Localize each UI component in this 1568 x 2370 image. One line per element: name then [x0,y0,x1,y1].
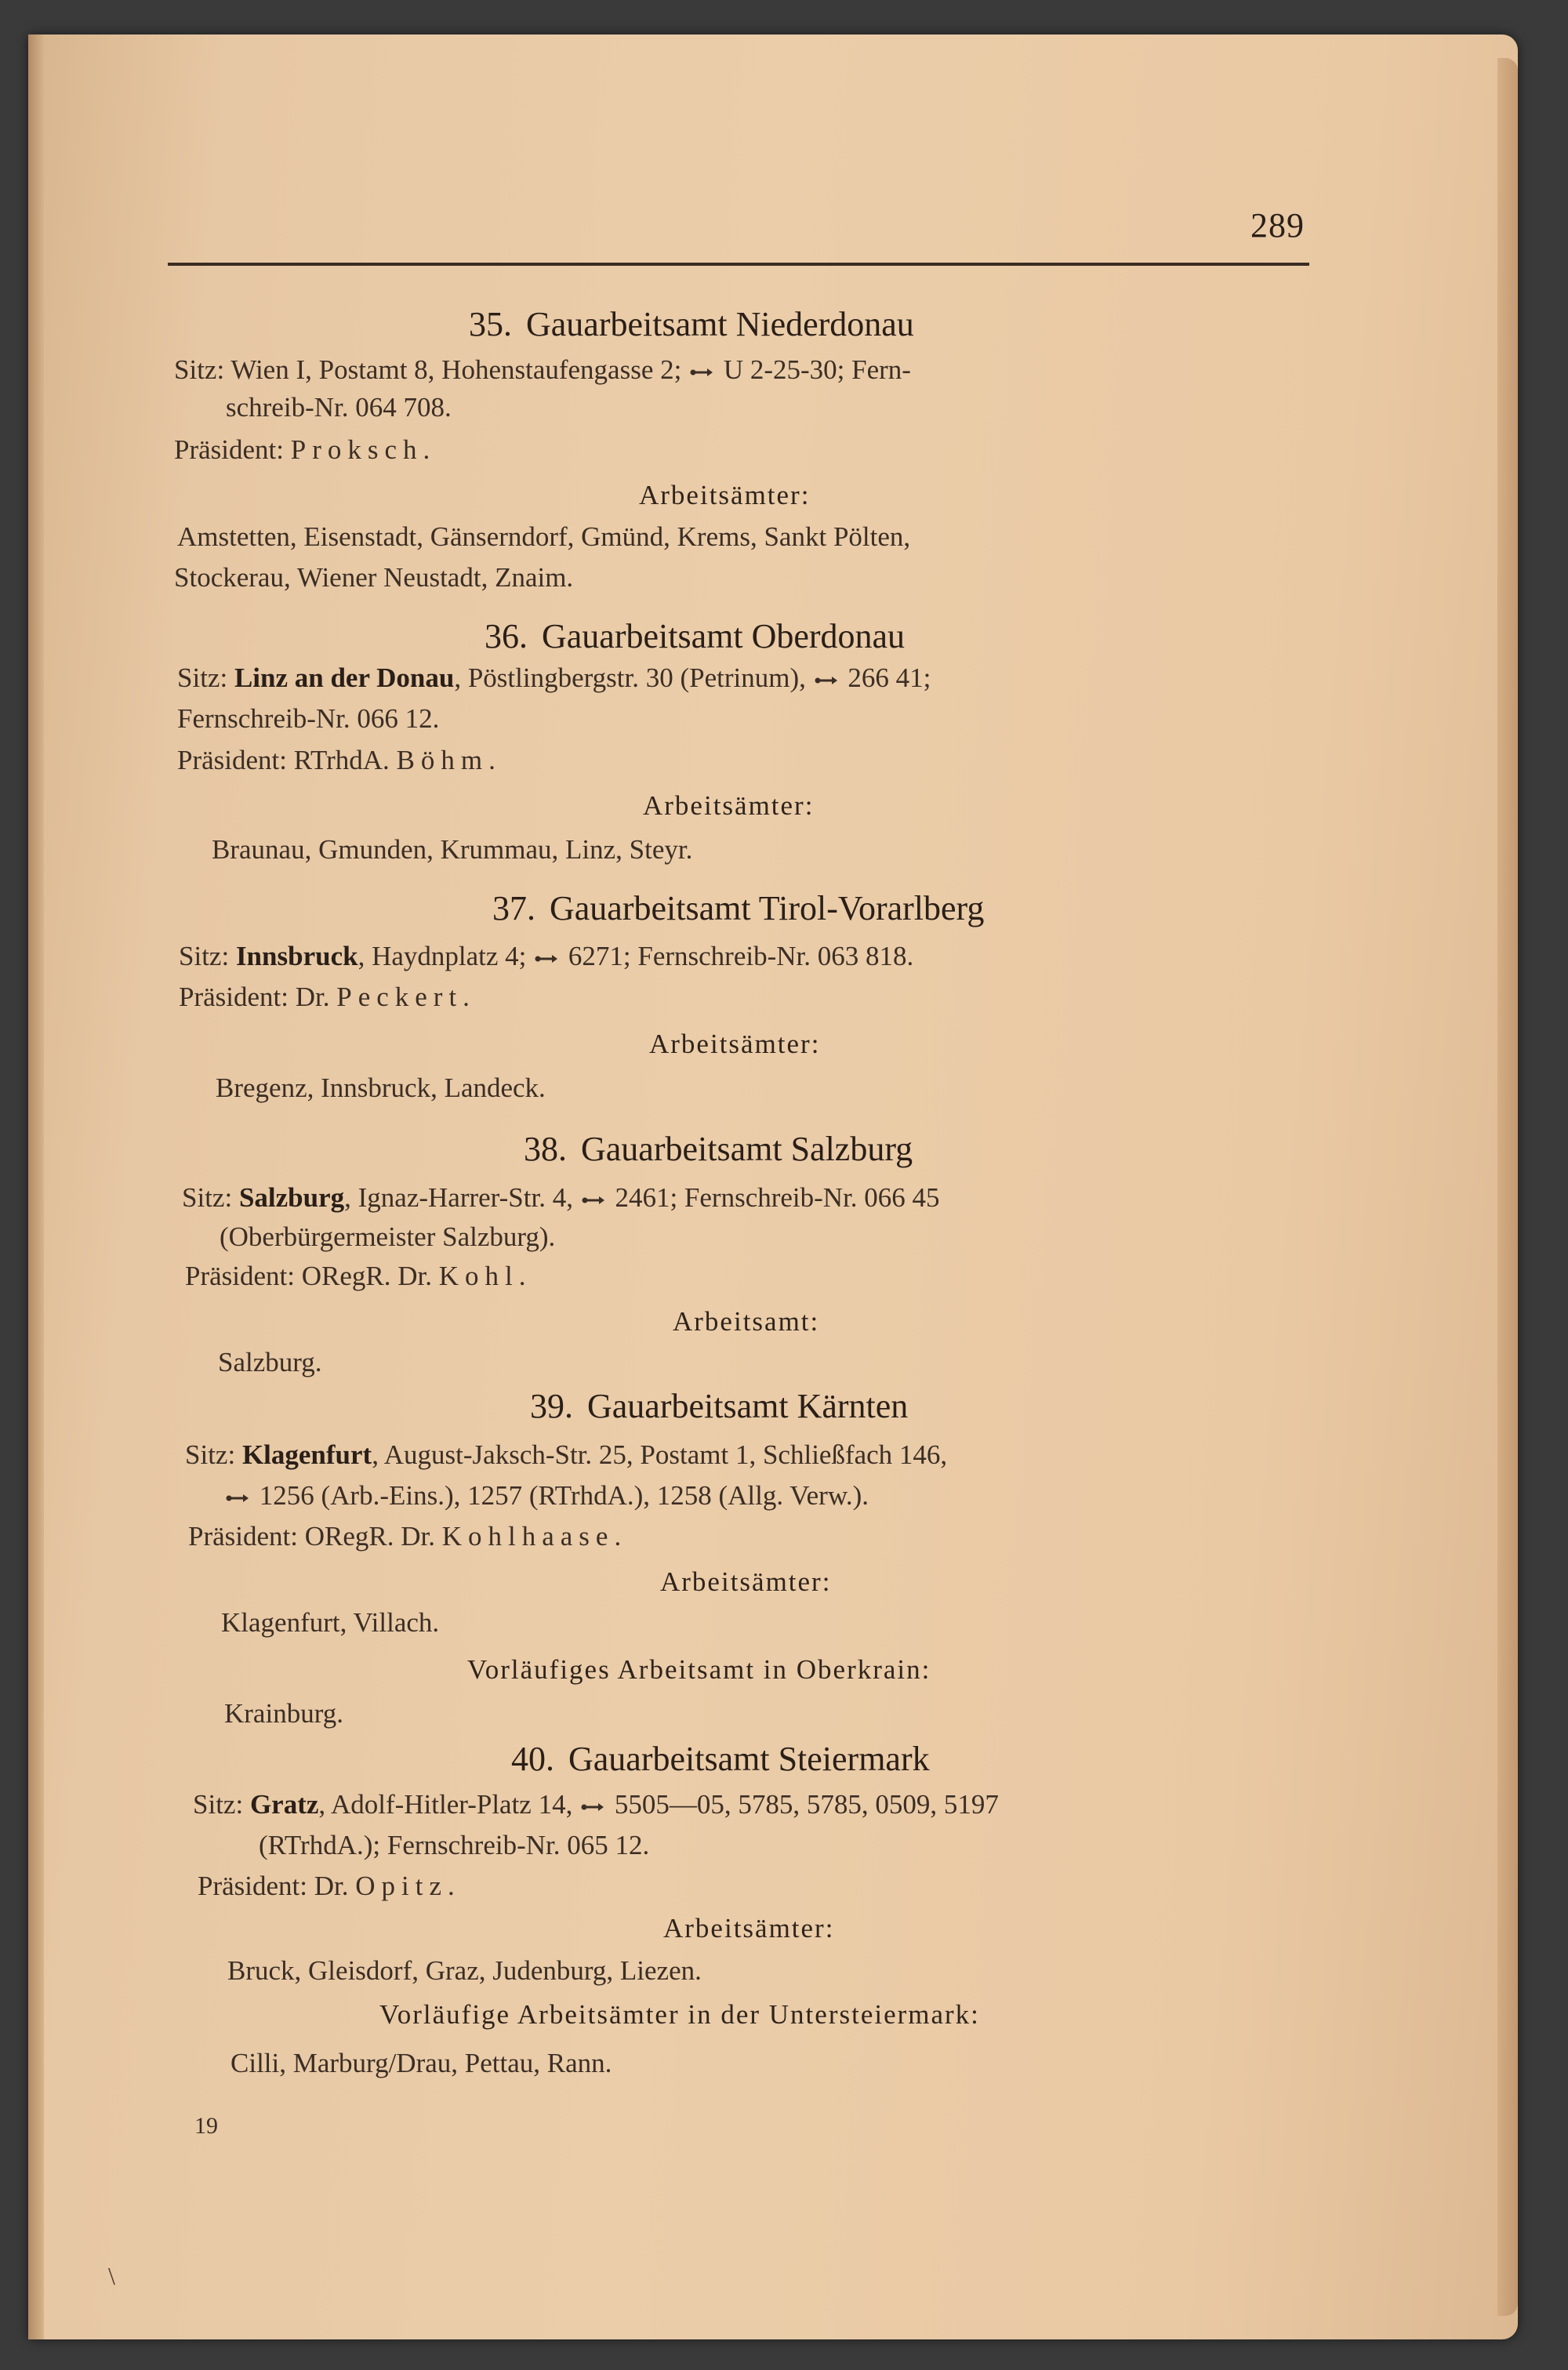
praesident-label: Präsident: [177,745,287,775]
entry-35-aemter-line-2: Stockerau, Wiener Neustadt, Znaim. [174,562,574,593]
sitz-city: Innsbruck [235,941,358,971]
entry-heading-35 [469,304,914,344]
sitz-city: Klagenfurt [241,1439,372,1470]
entry-39-sitz-line-1 [185,1439,947,1471]
entry-35-sitz-line-1 [174,354,911,386]
header-rule [168,263,1309,266]
telephone-icon [226,1493,249,1504]
entry-40-sitz-line-2: (RTrhdA.); Fernschreib-Nr. 065 12. [259,1830,650,1860]
sitz-label: Sitz: [193,1789,244,1820]
entry-39-extra-line-1: Krainburg. [224,1698,343,1729]
sitz-phone: 2461; Fernschreib-Nr. 066 45 [615,1182,940,1213]
entry-37-aemter-heading: Arbeitsämter: [649,1029,821,1059]
entry-36-aemter-line-1: Braunau, Gmunden, Krummau, Linz, Steyr. [212,834,693,865]
entry-35-aemter-heading: Arbeitsämter: [639,480,811,510]
entry-title: Gauarbeitsamt Niederdonau [526,305,914,343]
entry-40-praesident [198,1871,461,1902]
entry-38-sitz-line-1 [182,1182,940,1214]
signature-number: 19 [194,2113,218,2139]
praesident-name: Peckert. [336,982,476,1012]
entry-40-aemter-line-1: Bruck, Gleisdorf, Graz, Judenburg, Liezen. [227,1955,702,1986]
sitz-phone: 5505—05, 5785, 5785, 0509, 5197 [614,1789,999,1820]
telephone-icon [815,675,838,686]
entry-number: 37. [492,889,535,927]
entry-38-aemter-line-1: Salzburg. [218,1347,322,1377]
sitz-phone: U 2-25-30; Fern- [723,354,911,385]
entry-number: 40. [511,1740,554,1778]
sitz-phone: 266 41; [848,662,931,693]
entry-title: Gauarbeitsamt Oberdonau [542,617,906,655]
page-number: 289 [1250,206,1305,245]
sitz-label: Sitz: [179,941,230,971]
entry-number: 39. [530,1387,573,1425]
sitz-city: Wien I [230,354,306,385]
entry-title: Gauarbeitsamt Tirol-Vorarlberg [550,889,985,927]
entry-title: Gauarbeitsamt Steiermark [568,1740,930,1778]
entry-heading-39 [530,1386,908,1426]
entry-heading-40 [511,1739,930,1779]
entry-39-aemter-heading: Arbeitsämter: [660,1566,832,1597]
entry-35-praesident [174,434,436,466]
sitz-address: , August-Jaksch-Str. 25, Postamt 1, Schließfach 146, [372,1439,948,1470]
praesident-title: ORegR. Dr. [304,1521,435,1552]
sitz-address: , Ignaz-Harrer-Str. 4, [344,1182,573,1213]
entry-39-sitz-line-2 [224,1480,869,1512]
praesident-title: Dr. [295,982,330,1012]
telephone-icon [535,953,558,964]
entry-36-sitz-line-2: Fernschreib-Nr. 066 12. [177,703,440,734]
entry-37-aemter-line-1: Bregenz, Innsbruck, Landeck. [216,1072,546,1103]
praesident-name: Kohlhaase. [441,1521,628,1552]
praesident-name: Opitz. [355,1871,461,1901]
entry-title: Gauarbeitsamt Kärnten [587,1387,909,1425]
entry-40-extra-line-1: Cilli, Marburg/Drau, Pettau, Rann. [230,2048,612,2078]
margin-mark: \ [108,2262,115,2290]
telephone-icon [690,367,713,378]
entry-38-praesident [185,1261,532,1292]
telephone-icon [581,1802,604,1813]
entry-37-praesident [179,982,476,1013]
sitz-phone: 6271; Fernschreib-Nr. 063 818. [568,941,914,971]
sitz-address: , Postamt 8, Hohenstaufengasse 2; [305,354,682,385]
entry-35-aemter-line-1: Amstetten, Eisenstadt, Gänserndorf, Gmünd, Krems, Sankt Pölten, [177,521,911,552]
book-spine-shadow [28,34,44,2339]
entry-heading-38 [524,1129,913,1169]
sitz-address: , Adolf-Hitler-Platz 14, [318,1789,573,1820]
sitz-label: Sitz: [182,1182,233,1213]
entry-35-sitz-line-2: schreib-Nr. 064 708. [226,392,452,423]
entry-number: 38. [524,1130,567,1168]
telephone-icon [582,1195,605,1206]
page-edge [1497,58,1518,2316]
entry-38-sitz-line-2: (Oberbürgermeister Salzburg). [220,1221,556,1252]
entry-36-aemter-heading: Arbeitsämter: [643,790,815,821]
entry-40-aemter-heading: Arbeitsämter: [663,1913,835,1944]
sitz-address: , Haydnplatz 4; [358,941,527,971]
entry-heading-37 [492,888,984,928]
sitz-city: Linz an der Donau [234,662,455,693]
praesident-name: Proksch. [290,434,437,465]
praesident-title: ORegR. Dr. [301,1261,432,1291]
sitz-label: Sitz: [174,354,225,385]
entry-36-praesident [177,745,502,776]
praesident-label: Präsident: [185,1261,295,1291]
entry-38-aemter-heading: Arbeitsamt: [673,1306,820,1337]
sitz-city: Salzburg [238,1182,345,1213]
entry-number: 36. [485,617,528,655]
entry-39-aemter-line-1: Klagenfurt, Villach. [221,1607,440,1638]
praesident-label: Präsident: [188,1521,298,1552]
entry-40-extra-heading: Vorläufige Arbeitsämter in der Untersteiermark: [379,1999,980,2030]
entry-40-sitz-line-1 [193,1789,999,1820]
entry-heading-36 [485,616,905,656]
praesident-label: Präsident: [174,434,284,465]
sitz-label: Sitz: [177,662,228,693]
entry-39-praesident [188,1521,627,1552]
praesident-label: Präsident: [198,1871,307,1901]
sitz-city: Gratz [249,1789,319,1820]
praesident-name: Böhm. [396,745,502,775]
entry-37-sitz-line-1 [179,941,913,972]
entry-title: Gauarbeitsamt Salzburg [581,1130,913,1168]
sitz-label: Sitz: [185,1439,236,1470]
sitz-phone: 1256 (Arb.-Eins.), 1257 (RTrhdA.), 1258 (Allg. Verw.). [259,1480,869,1511]
praesident-label: Präsident: [179,982,289,1012]
entry-36-sitz-line-1 [177,662,931,694]
praesident-name: Kohl. [438,1261,532,1291]
praesident-title: RTrhdA. [293,745,390,775]
praesident-title: Dr. [314,1871,349,1901]
sitz-address: , Pöstlingbergstr. 30 (Petrinum), [454,662,806,693]
entry-number: 35. [469,305,512,343]
entry-39-extra-heading: Vorläufiges Arbeitsamt in Oberkrain: [467,1654,931,1685]
